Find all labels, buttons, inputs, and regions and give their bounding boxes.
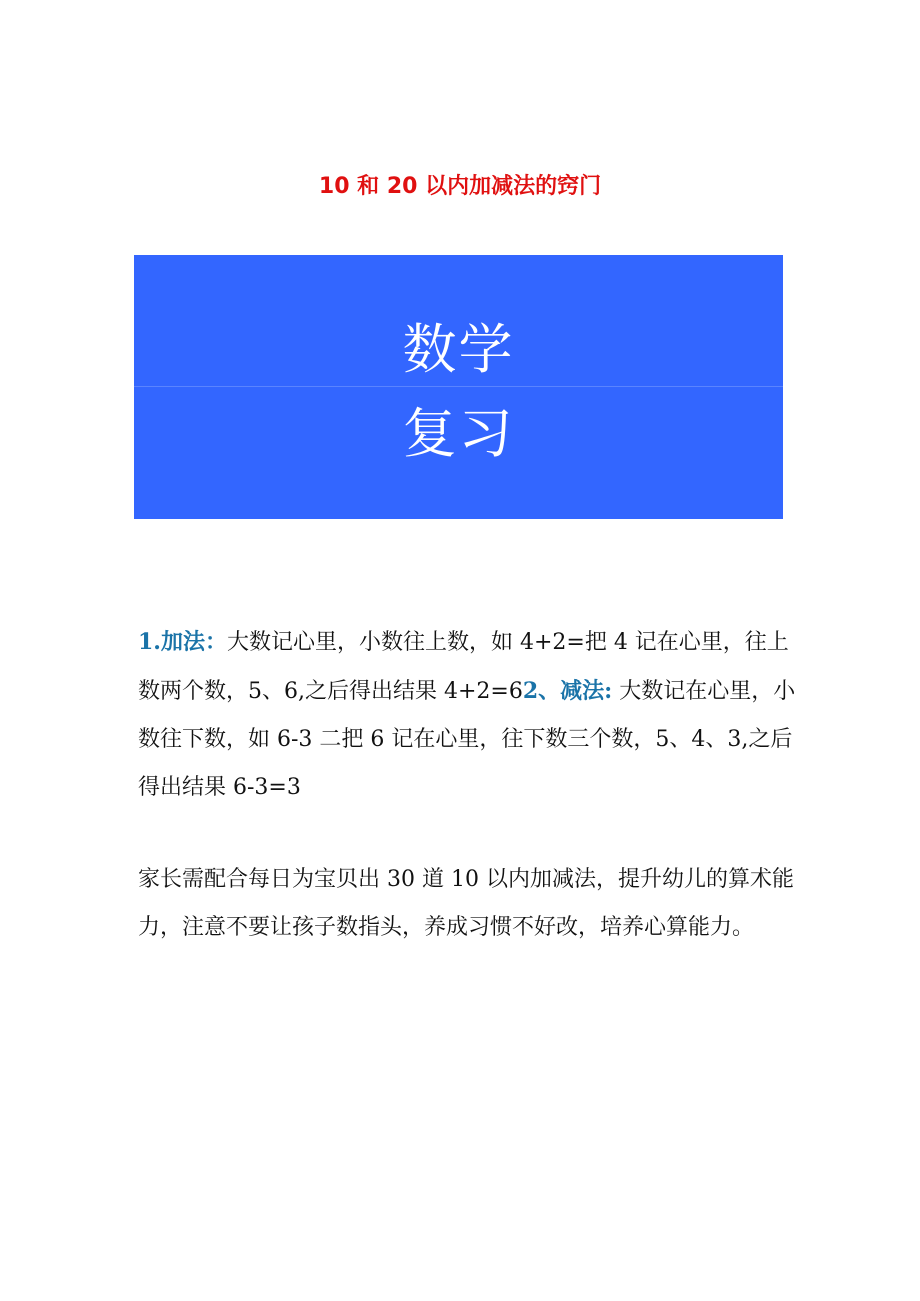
subtraction-heading: 2、减法:: [522, 678, 613, 704]
banner: [134, 255, 783, 519]
banner-divider: [134, 386, 783, 387]
page-title: 10 和 20 以内加减法的窍门: [318, 174, 602, 199]
banner-line-math: 数学: [402, 318, 515, 381]
parent-advice-paragraph: 家长需配合每日为宝贝出 30 道 10 以内加减法，提升幼儿的算术能力，注意不要让孩子数指头，养成习惯不好改，培养心算能力。: [138, 867, 794, 940]
addition-text: 大数记心里，小数往上数，如 4+2=把 4 记在心里，往上数两个数，5、6,之后得出结果 4+2=6: [138, 630, 789, 704]
subtraction-text: 大数记在心里，小数往下数，如 6-3 二把 6 记在心里，往下数三个数，5、4、3,之后得出结果 6-3=3: [138, 679, 796, 800]
addition-heading: 1.加法：: [138, 629, 227, 655]
method-paragraph: [138, 618, 798, 812]
banner-line-review: 复习: [402, 402, 515, 465]
